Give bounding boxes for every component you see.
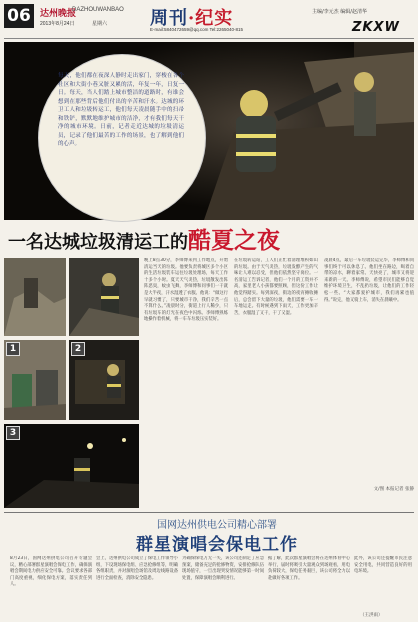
photo-badge-1: 1 [6, 342, 20, 356]
headline-prefix: 一名达城垃圾清运工的 [8, 232, 188, 253]
bottom-column-2: 会上，达州供电公司成立了保电工作领导小组，下设现场保电组、应急抢修组等，明确各组职责，并对演唱会场馆及周边线路设备进行全面检查，消除安全隐患。 [96, 556, 178, 581]
section-title-dot: · [188, 8, 196, 29]
photo-badge-3: 3 [6, 426, 20, 440]
bottom-credit: （王洪雨） [360, 613, 383, 618]
bottom-column-5: 此外，该公司还提醒市民注意安全用电，共同营造良好的用电环境。 [354, 556, 412, 575]
photo-garbage-pile-scene [4, 258, 66, 336]
photo-truck-loading [69, 340, 139, 420]
bottom-headline: 群星演唱会保电工作 [136, 535, 298, 555]
paper-logo-latin: DAZHOUWANBAO [72, 7, 124, 13]
article-column-1: 晚上8点30分，李师傅来到工作地点，开始清运当天的垃圾。他要负责将城区多个小区的生活垃圾装车运往垃圾处理场，每天工作十多个小时。夏天天气炎热，垃圾散发出阵阵恶臭，蚊虫飞舞，李师傅和同事们一干就是大半夜，汗水湿透了衣服。他说：“做这行早就习惯了，只要城市干净，我们辛苦一点不算什么。”凌晨时分，街道上行人稀少，只有垃圾车的灯光在夜色中闪烁。李师傅熟练地操作着机械，将一车车垃圾压实装好。 [144, 258, 228, 323]
article-headline [8, 222, 280, 255]
paper-logo: 达州晚报 [40, 9, 77, 19]
masthead-divider [4, 38, 414, 39]
photo-garbage-pile [4, 258, 66, 336]
section-title-right: 纪实 [195, 8, 234, 29]
article-byline: 文/图 本报记者 张静 [373, 487, 414, 492]
bottom-column-4: 据了解，此次群星演唱会将在达州体育中心举行，届时将吸引大量观众到场观看，用电负荷较大，保电任务艰巨，该公司将全力以赴做好各项工作。 [268, 556, 350, 581]
bottom-column-1: 8月23日，国网达州供电公司召开专题会议，精心部署群星演唱会保电工作，确保演唱会期间电力供应安全可靠。会议要求各部门高度重视，细化保电方案，落实责任到人。 [10, 556, 92, 588]
contact-line: E-mail:5840472659@qq.com Tel:2265040-815 [150, 27, 244, 32]
article-column-2: 在垃圾转运站，工人们正忙着清理堆积如山的垃圾。由于天气炎热，垃圾发酵产生的气味让人难以忍受，但他们依然坚守岗位。一名清运工告诉记者，他们一个月的工资并不高，家里老人小孩都要照顾，但这份工作让他觉得踏实。每到深夜，街边的夜宵摊收摊后，总会留下大量的垃圾，他们需要一车一车地运走。有时候遇到下雨天，工作更加辛苦，衣服湿了又干，干了又湿。 [234, 258, 318, 316]
section-code: ZKXW [352, 20, 400, 35]
page-number: 06 [4, 4, 34, 28]
issue-weekday: 星期六 [92, 21, 108, 27]
issue-date: 2013年8月24日 [40, 21, 75, 27]
photo-collection-bins [4, 340, 66, 420]
photo-night-street-scene [4, 424, 139, 508]
photo-worker-shoveling-scene [69, 258, 139, 336]
bottom-subheadline: 国网达州供电公司精心部署 [157, 520, 277, 531]
editors-line: 主编/李元杰 编辑/赵清华 [312, 9, 367, 15]
bottom-divider [4, 512, 414, 513]
photo-night-street [4, 424, 139, 508]
article-column-3: 凌晨4点，最后一车垃圾装运完毕，李师傅和同事们终于可以休息了。他们坐在路边，喝着自带的凉水，聊着家常。天快亮了，城市又将迎来新的一天。李师傅说，希望市民们能够自觉维护环境卫生，不乱扔垃圾，让他们的工作轻松一些。“大家都爱护城市，我们再累也值得。”说完，他又骑上车，消失在晨曦中。 [324, 258, 414, 303]
photo-worker-shoveling [69, 258, 139, 336]
section-title-left: 周刊 [150, 8, 188, 29]
lead-quote: 每天，他们都在夜深人静时走出家门，穿梭在各个社区和大街小巷又脏又累的活，年复一年，日复一日。每天，当人们踏上城市整洁的道路时，有谁会想到在那些背后他们付出的辛苦和汗水。达城的环卫工人和垃圾转运工，他们每天凌晨随手中的扫帚和铁铲，默默地维护城市的洁净，才有我们每天干净的城市环境。日前，记者走近达城的垃圾清运员，记录了他们最苦的工作的场景，也了解到他们的心声。 [58, 73, 184, 147]
bottom-column-3: 为确保保电万无一失，该公司还制定了应急预案，储备充足的抢修物资，安排抢修队伍现场值守，一旦出现突发情况能够第一时间处置，保障演唱会顺利进行。 [182, 556, 264, 581]
photo-badge-2: 2 [71, 342, 85, 356]
headline-highlight: 酷夏之夜 [188, 227, 280, 254]
